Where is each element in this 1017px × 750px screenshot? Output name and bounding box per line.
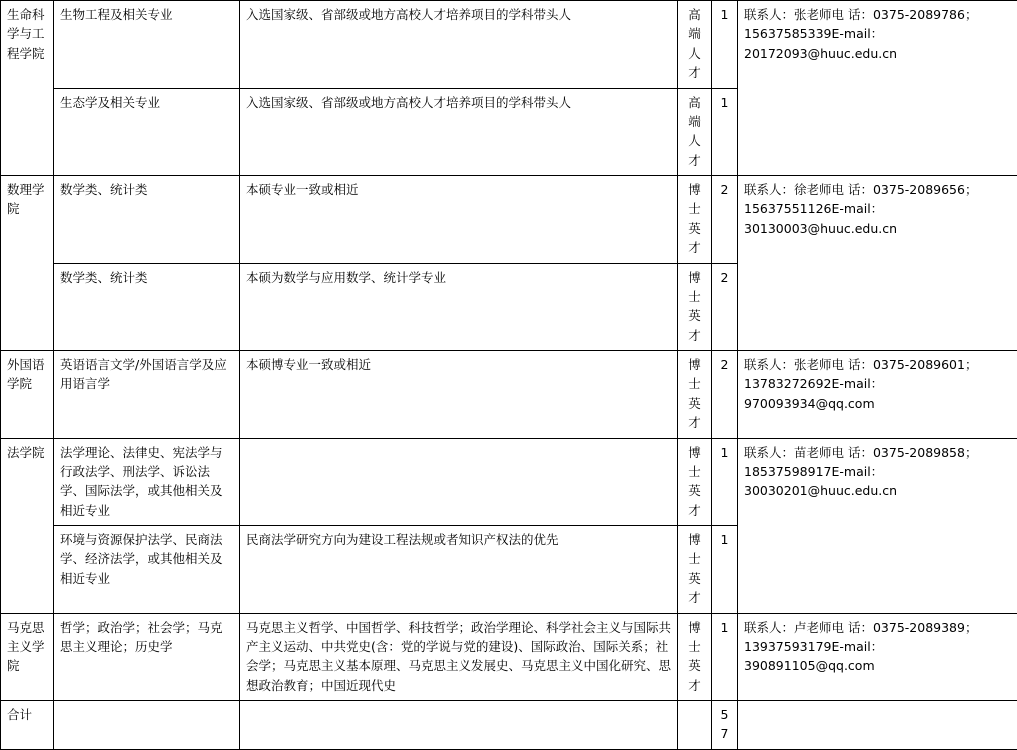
cell-major: 生态学及相关专业 (54, 88, 240, 176)
cell-major: 法学理论、法律史、宪法学与行政法学、刑法学、诉讼法学、国际法学，或其他相关及相近专业 (54, 438, 240, 526)
cell-total-label: 合计 (1, 701, 54, 750)
cell-talent-type: 博士英才 (678, 263, 712, 351)
table-row (1, 438, 1017, 526)
cell-college: 外国语学院 (1, 351, 54, 439)
cell-major: 生物工程及相关专业 (54, 1, 240, 89)
cell-number: 2 (712, 351, 738, 439)
table-row (1, 176, 1017, 264)
cell-number: 1 (712, 1, 738, 89)
cell-requirement: 入选国家级、省部级或地方高校人才培养项目的学科带头人 (240, 88, 678, 176)
cell-college: 生命科学与工程学院 (1, 1, 54, 176)
cell-requirement: 入选国家级、省部级或地方高校人才培养项目的学科带头人 (240, 1, 678, 89)
cell-number: 2 (712, 263, 738, 351)
table-row (1, 613, 1017, 701)
cell-number: 1 (712, 88, 738, 176)
cell-requirement: 民商法学研究方向为建设工程法规或者知识产权法的优先 (240, 526, 678, 614)
cell-contact: 联系人：张老师电 话：0375-2089786；15637585339E-mail：20172093@huuc.edu.cn (738, 1, 1017, 176)
cell-requirement: 本硕专业一致或相近 (240, 176, 678, 264)
cell-contact: 联系人：徐老师电 话：0375-2089656；15637551126E-mail：30130003@huuc.edu.cn (738, 176, 1017, 351)
cell-contact: 联系人：苗老师电 话：0375-2089858；18537598917E-mail：30030201@huuc.edu.cn (738, 438, 1017, 613)
cell-total-requirement (240, 701, 678, 750)
cell-major: 英语语言文学/外国语言学及应用语言学 (54, 351, 240, 439)
cell-talent-type: 博士英才 (678, 438, 712, 526)
cell-number: 1 (712, 613, 738, 701)
cell-major: 环境与资源保护法学、民商法学、经济法学，或其他相关及相近专业 (54, 526, 240, 614)
cell-requirement (240, 438, 678, 526)
table-row (1, 351, 1017, 439)
cell-number: 1 (712, 526, 738, 614)
cell-college: 马克思主义学院 (1, 613, 54, 701)
cell-requirement: 本硕为数学与应用数学、统计学专业 (240, 263, 678, 351)
cell-talent-type: 博士英才 (678, 526, 712, 614)
cell-major: 数学类、统计类 (54, 176, 240, 264)
cell-talent-type: 博士英才 (678, 176, 712, 264)
table-row (1, 1, 1017, 89)
cell-talent-type: 高端人才 (678, 88, 712, 176)
cell-total-major (54, 701, 240, 750)
table-total-row (1, 701, 1017, 750)
cell-major: 哲学；政治学；社会学；马克思主义理论；历史学 (54, 613, 240, 701)
cell-total-type (678, 701, 712, 750)
cell-major: 数学类、统计类 (54, 263, 240, 351)
cell-talent-type: 博士英才 (678, 613, 712, 701)
cell-contact: 联系人：卢老师电 话：0375-2089389；13937593179E-mail：390891105@qq.com (738, 613, 1017, 701)
cell-college: 数理学院 (1, 176, 54, 351)
cell-talent-type: 博士英才 (678, 351, 712, 439)
cell-contact: 联系人：张老师电 话：0375-2089601；13783272692E-mail：970093934@qq.com (738, 351, 1017, 439)
cell-total-contact (738, 701, 1017, 750)
cell-talent-type: 高端人才 (678, 1, 712, 89)
cell-number: 2 (712, 176, 738, 264)
cell-college: 法学院 (1, 438, 54, 613)
cell-total-number: 57 (712, 701, 738, 750)
cell-number: 1 (712, 438, 738, 526)
cell-requirement: 本硕博专业一致或相近 (240, 351, 678, 439)
cell-requirement: 马克思主义哲学、中国哲学、科技哲学；政治学理论、科学社会主义与国际共产主义运动、中共党史(含：党的学说与党的建设)、国际政治、国际关系；社会学；马克思主义基本原理、马克思主义发展史、马克思主义中国化研究、思想政治教育；中国近现代史 (240, 613, 678, 701)
